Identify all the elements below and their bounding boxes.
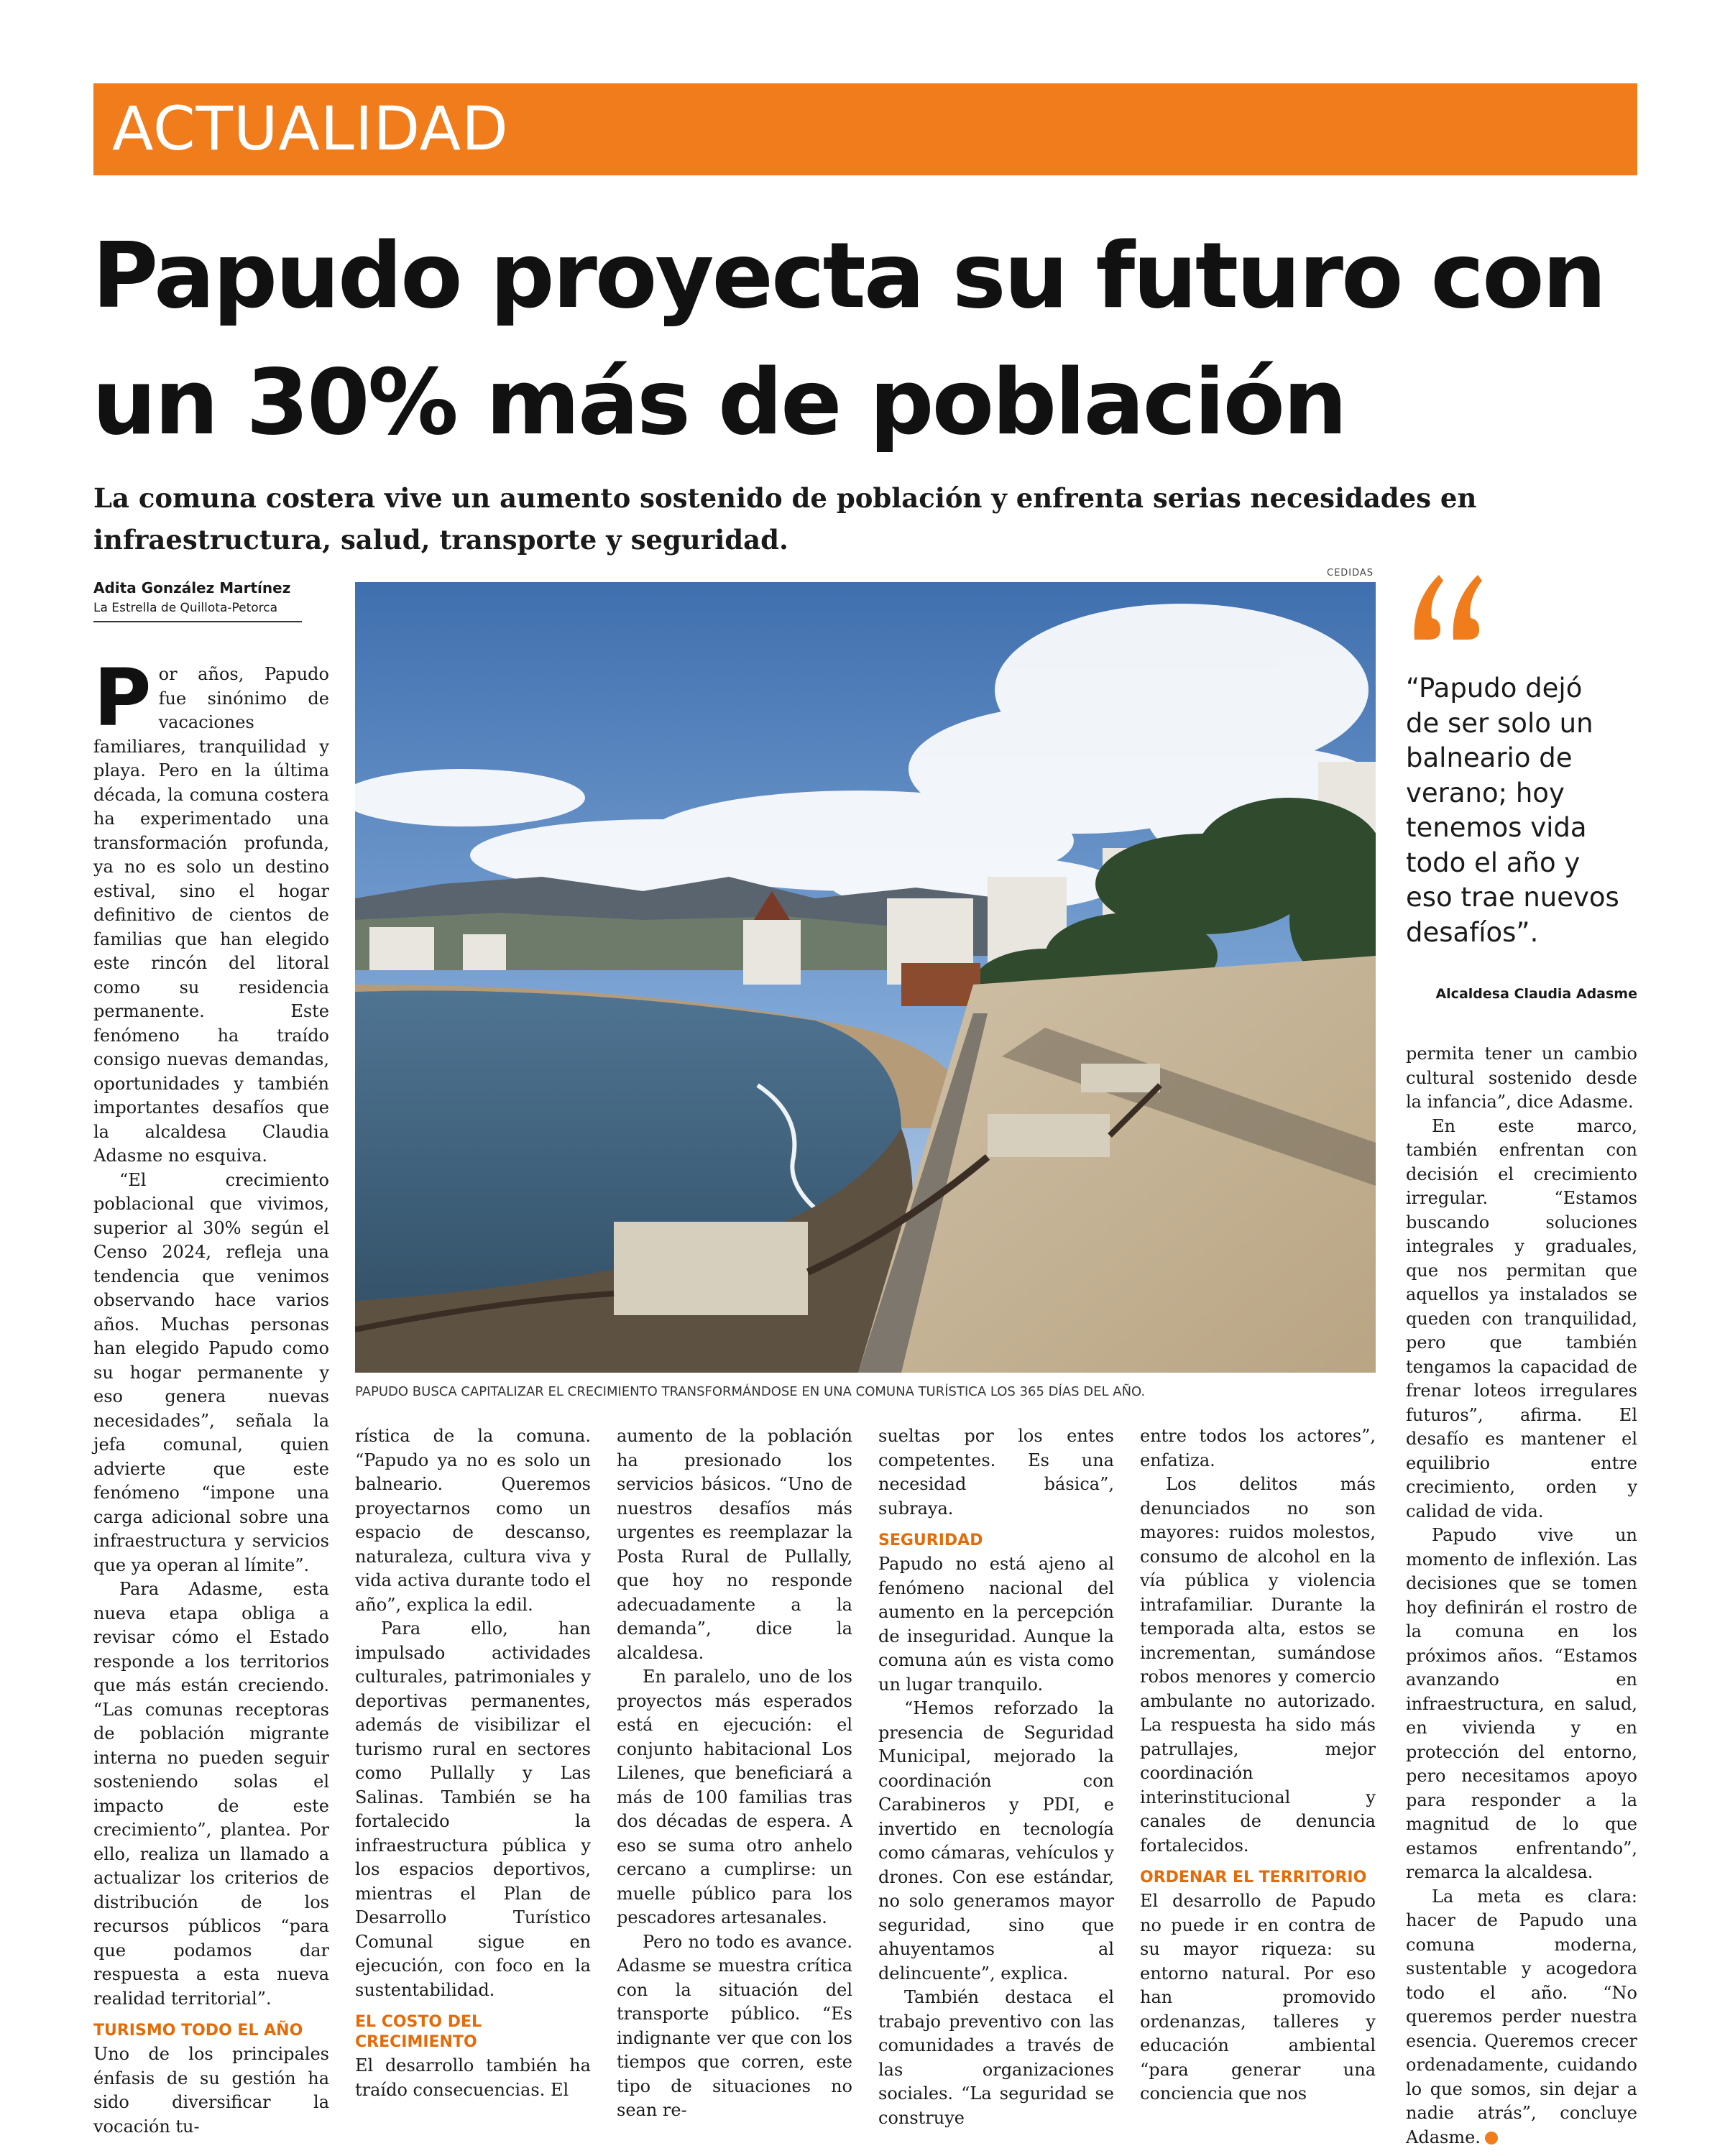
drop-cap: P bbox=[93, 652, 152, 744]
article-column-2 bbox=[355, 1424, 591, 2102]
article-photo bbox=[355, 582, 1376, 1373]
body-paragraph: Para ello, han impulsado actividades culturales, patrimoniales y deportivas permanentes, además de visibilizar el turismo rural en sectores como Pullally y Las Salinas. También se ha fortalecido la infraestructura pública y los espacios deportivos, mientras el Plan de Desarrollo Turístico Comunal sigue en ejecución, con foco en la sustentabilidad. bbox=[355, 1618, 591, 2000]
section-subhead: SEGURIDAD bbox=[878, 1531, 983, 1549]
body-paragraph: El desarrollo también ha traído consecuencias. El bbox=[355, 2055, 591, 2100]
section-subhead: TURISMO TODO EL AÑO bbox=[93, 2022, 303, 2040]
photo-credit: CEDIDAS bbox=[1327, 568, 1374, 579]
body-paragraph: También destaca el trabajo preventivo con las comunidades a través de las organizaciones sociales. “La seguridad se construye bbox=[878, 1987, 1114, 2128]
body-paragraph: Para Adasme, esta nueva etapa obliga a revisar cómo el Estado responde a los territorios que más están creciendo. “Las comunas receptoras de población migrante interna no pueden seguir sosteniendo solas el impacto de este crecimiento”, plantea. Por ello, realiza un llamado a actualizar los criterios de distribución de los recursos públicos “para que podamos dar respuesta a esta nueva realidad territorial”. bbox=[93, 1579, 329, 2009]
article-column-4 bbox=[878, 1424, 1114, 2130]
byline bbox=[93, 579, 302, 622]
body-paragraph: Los delitos más denunciados no son mayores: ruidos molestos, consumo de alcohol en la vía pública y violencia intrafamiliar. Durante la temporada alta, estos se incrementan, sumándose robos menores y comercio ambulante no autorizado. La respuesta ha sido más patrullajes, mejor coordinación interinstitucional y canales de denuncia fortalecidos. bbox=[1140, 1474, 1376, 1856]
body-paragraph: “El crecimiento poblacional que vivimos, superior al 30% según el Censo 2024, refleja una tendencia que venimos observando hace varios años. Muchas personas han elegido Papudo como su hogar permanente y eso genera nuevas necesidades”, señala la jefa comunal, quien advierte que este fenómeno “impone una carga adicional sobre una infraestructura y servicios que ya operan al límite”. bbox=[93, 1169, 329, 1575]
quote-mark-icon bbox=[1409, 568, 1488, 647]
headline-line-2: un 30% más de población bbox=[92, 349, 1346, 455]
body-paragraph: Uno de los principales énfasis de su gestión ha sido diversificar la vocación tu- bbox=[93, 2044, 329, 2137]
body-paragraph: Papudo vive un momento de inflexión. Las decisiones que se tomen hoy definirán el rostro de la comuna en los próximos años. “Estamos avanzando en infraestructura, en salud, en vivienda y en protección del entorno, pero necesitamos apoyo para responder a la magnitud de lo que estamos enfrentando”, remarca la alcaldesa. bbox=[1406, 1525, 1637, 1882]
headline-line-1: Papudo proyecta su futuro con bbox=[92, 223, 1605, 328]
subheadline: La comuna costera vive un aumento sostenido de población y enfrenta serias necesidades en infraestructura, salud, transporte y seguridad. bbox=[93, 482, 1477, 556]
body-paragraph: En este marco, también enfrentan con decisión el crecimiento irregular. “Estamos buscando soluciones integrales y graduales, que nos permitan que aquellos ya instalados se queden con tranquilidad, pero que también tengamos la capacidad de frenar loteos irregulares futuros”, afirma. El desafío es mantener el equilibrio entre crecimiento, orden y calidad de vida. bbox=[1406, 1115, 1637, 1521]
article-column-5 bbox=[1140, 1424, 1376, 2106]
article-column-1 bbox=[93, 652, 329, 2139]
body-paragraph: La meta es clara: hacer de Papudo una comuna moderna, sustentable y acogedora todo el año. “No queremos perder nuestra esencia. Queremos crecer ordenadamente, cuidando lo que somos, sin dejar a nadie atrás”, concluye Adasme. bbox=[1406, 1886, 1637, 2147]
body-paragraph: En paralelo, uno de los proyectos más esperados está en ejecución: el conjunto habitacional Los Lilenes, que beneficiará a más de 100 familias tras dos décadas de espera. A eso se suma otro anhelo cercano a cumplirse: un muelle público para los pescadores artesanales. bbox=[617, 1667, 852, 1927]
author-name: Adita González Martínez bbox=[93, 579, 291, 596]
headline bbox=[92, 213, 1637, 466]
body-paragraph: entre todos los actores”, enfatiza. bbox=[1140, 1426, 1376, 1470]
body-paragraph: rística de la comuna. “Papudo ya no es solo un balneario. Queremos proyectarnos como un espacio de descanso, naturaleza, cultura viva y vida activa durante todo el año”, explica la edil. bbox=[355, 1426, 591, 1615]
article-column-6 bbox=[1406, 1042, 1637, 2150]
section-banner bbox=[93, 83, 1637, 175]
pull-quote: “Papudo dejó de ser solo un balneario de verano; hoy tenemos vida todo el año y eso trae nuevos desafíos”. bbox=[1406, 673, 1619, 948]
body-paragraph: Papudo no está ajeno al fenómeno nacional del aumento en la percepción de inseguridad. Aunque la comuna aún es vista como un lugar tranquilo. bbox=[878, 1554, 1114, 1695]
section-subhead: EL COSTO DEL CRECIMIENTO bbox=[355, 2013, 482, 2051]
section-subhead: ORDENAR EL TERRITORIO bbox=[1140, 1869, 1367, 1886]
body-paragraph: El desarrollo de Papudo no puede ir en contra de su mayor riqueza: su entorno natural. Por eso han promovido ordenanzas, talleres y educación ambiental “para generar una conciencia que nos bbox=[1140, 1891, 1376, 2104]
pull-quote-attribution: Alcaldesa Claudia Adasme bbox=[1435, 986, 1637, 1002]
photo-caption: PAPUDO BUSCA CAPITALIZAR EL CRECIMIENTO TRANSFORMÁNDOSE EN UNA COMUNA TURÍSTICA LOS 365 DÍAS DEL AÑO. bbox=[355, 1384, 1146, 1399]
body-paragraph: aumento de la población ha presionado los servicios básicos. “Uno de nuestros desafíos más urgentes es reemplazar la Posta Rural de Pullally, que hoy no responde adecuadamente a la demanda”, dice la alcaldesa. bbox=[617, 1426, 852, 1663]
body-paragraph: Pero no todo es avance. Adasme se muestra crítica con la situación del transporte público. “Es indignante ver que con los tiempos que corren, este tipo de situaciones no sean re- bbox=[617, 1931, 852, 2120]
body-paragraph: “Hemos reforzado la presencia de Seguridad Municipal, mejorado la coordinación con Carabineros y PDI, e invertido en tecnología como cámaras, vehículos y drones. Con ese estándar, no solo generamos mayor seguridad, sino que ahuyentamos al delincuente”, explica. bbox=[878, 1698, 1114, 1984]
outlet-name: La Estrella de Quillota-Petorca bbox=[93, 601, 278, 615]
lead-paragraph: Por años, Papudo fue sinónimo de vacaciones familiares, tranquilidad y playa. Pero en la última década, la comuna costera ha experimentado una transformación profunda, ya no es solo un destino estival, sino el hogar definitivo de cientos de familias que han elegido este rincón del litoral como su residencia permanente. Este fenómeno ha traído consigo nuevas demandas, oportunidades y también importantes desafíos que la alcaldesa Claudia Adasme no esquiva. bbox=[93, 652, 329, 1166]
section-label: ACTUALIDAD bbox=[112, 93, 509, 164]
body-paragraph: permita tener un cambio cultural sostenido desde la infancia”, dice Adasme. bbox=[1406, 1044, 1637, 1112]
body-paragraph: sueltas por los entes competentes. Es una necesidad básica”, subraya. bbox=[878, 1426, 1114, 1519]
end-mark-icon bbox=[1485, 2132, 1498, 2145]
article-column-3 bbox=[617, 1424, 852, 2123]
